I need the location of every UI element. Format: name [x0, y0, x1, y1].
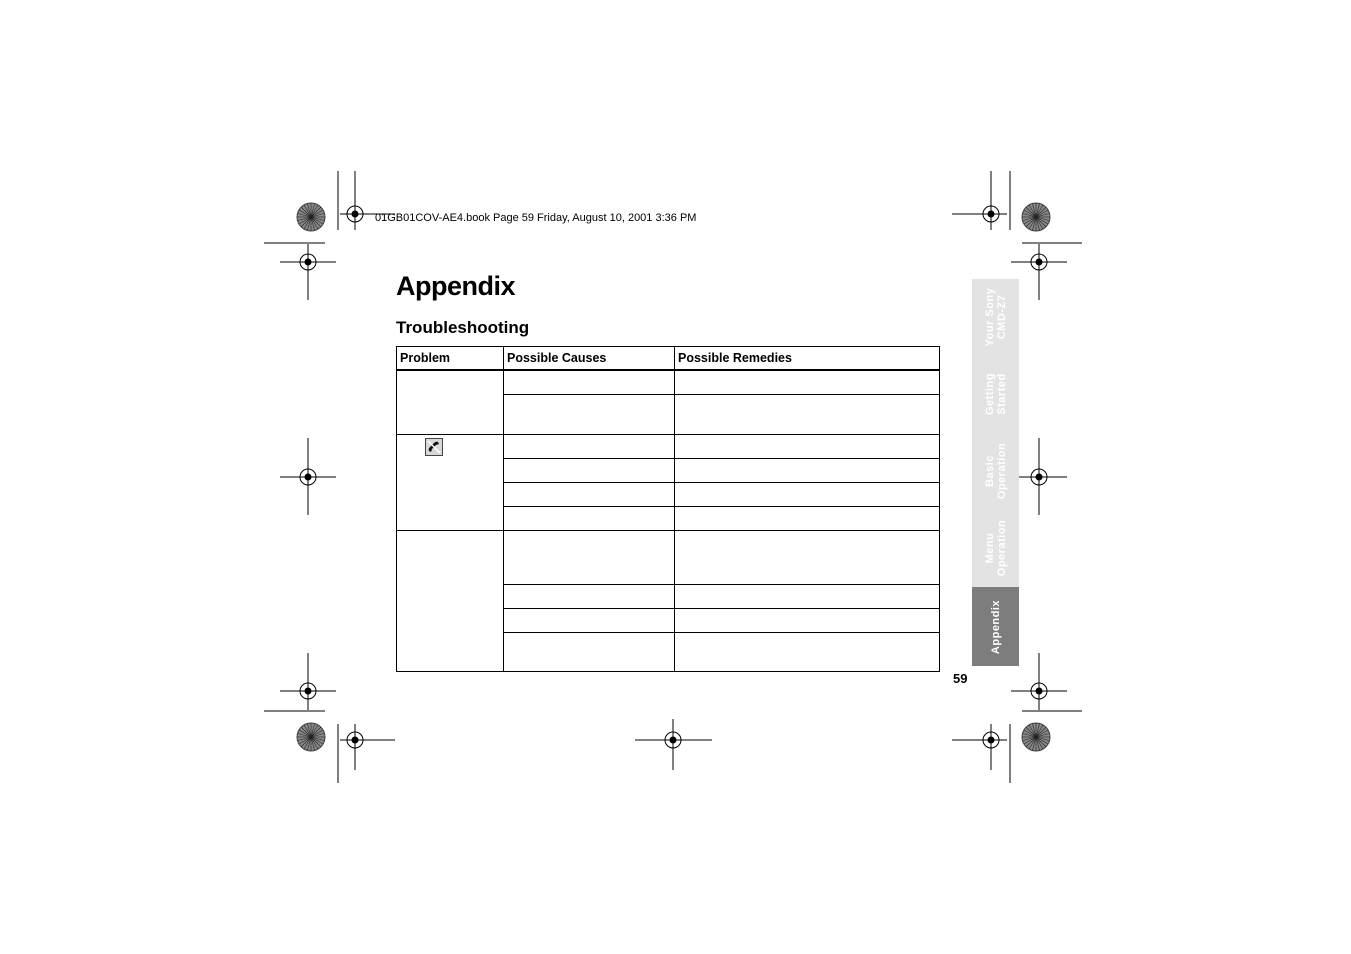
section-title: Troubleshooting: [396, 318, 530, 337]
cause-cell: [504, 435, 675, 459]
page-number: 59: [953, 671, 968, 686]
registration-starburst-icon: [297, 723, 325, 751]
table-row: [397, 531, 940, 585]
cause-cell: [504, 531, 675, 585]
tab-your-sony[interactable]: [972, 279, 1019, 355]
tab-label: Menu Operation: [983, 519, 1008, 577]
troubleshooting-table: [396, 346, 940, 672]
chapter-tabs: [972, 279, 1019, 666]
remedy-cell: [675, 609, 940, 633]
remedy-cell: [675, 531, 940, 585]
registration-crosshair-icon: [1025, 463, 1053, 491]
file-info-header: 01GB01COV-AE4.book Page 59 Friday, August 10, 2001 3:36 PM: [375, 212, 697, 224]
tab-label: Appendix: [989, 599, 1002, 654]
cause-cell: [504, 609, 675, 633]
cause-cell: [504, 483, 675, 507]
table-header-row: [397, 347, 940, 371]
registration-crosshair-icon: [659, 726, 687, 754]
registration-crosshair-icon: [977, 726, 1005, 754]
remedy-cell: [675, 483, 940, 507]
registration-crosshair-icon: [294, 248, 322, 276]
registration-crosshair-icon: [1025, 248, 1053, 276]
registration-starburst-icon: [1022, 723, 1050, 751]
page-title: Appendix: [396, 271, 516, 301]
tab-label: Getting Started: [983, 372, 1008, 415]
remedy-cell: [675, 585, 940, 609]
column-header-remedies: Possible Remedies: [675, 347, 940, 371]
tab-getting-started[interactable]: [972, 355, 1019, 432]
problem-cell: [397, 370, 504, 435]
remedy-cell: [675, 370, 940, 395]
registration-starburst-icon: [1022, 203, 1050, 231]
registration-crosshair-icon: [341, 726, 369, 754]
tab-basic-operation[interactable]: [972, 432, 1019, 509]
tab-menu-operation[interactable]: [972, 509, 1019, 587]
registration-crosshair-icon: [294, 463, 322, 491]
registration-crosshair-icon: [341, 200, 369, 228]
tab-label: Your Sony CMD-Z7: [983, 287, 1008, 347]
cause-cell: [504, 585, 675, 609]
tab-appendix[interactable]: [972, 587, 1019, 666]
column-header-causes: Possible Causes: [504, 347, 675, 371]
table-row: [397, 435, 940, 459]
registration-crosshair-icon: [294, 677, 322, 705]
problem-cell: [397, 531, 504, 672]
cause-cell: [504, 507, 675, 531]
remedy-cell: [675, 435, 940, 459]
cause-cell: [504, 395, 675, 435]
column-header-problem: Problem: [397, 347, 504, 371]
remedy-cell: [675, 507, 940, 531]
registration-crosshair-icon: [1025, 677, 1053, 705]
remedy-cell: [675, 633, 940, 672]
table-row: [397, 370, 940, 395]
registration-starburst-icon: [297, 203, 325, 231]
remedy-cell: [675, 459, 940, 483]
tab-label: Basic Operation: [983, 442, 1008, 499]
registration-crosshair-icon: [977, 200, 1005, 228]
cause-cell: [504, 459, 675, 483]
phone-handset-icon: [425, 438, 443, 456]
cause-cell: [504, 370, 675, 395]
remedy-cell: [675, 395, 940, 435]
cause-cell: [504, 633, 675, 672]
problem-cell: [397, 435, 504, 531]
